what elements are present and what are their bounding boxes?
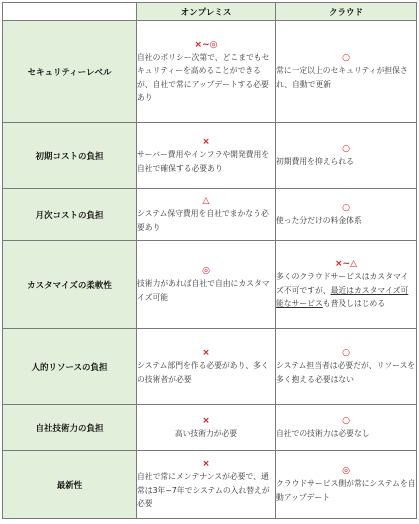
onpremise-cell: [137, 189, 276, 241]
table-row: [3, 451, 417, 519]
cloud-cell: [276, 123, 417, 189]
cell-text: 自社のポリシー次第で、どこまでもセキュリティーを高めることができるが、自社で常にアップデートする必要あり: [137, 52, 270, 102]
cloud-cell: [276, 451, 417, 519]
onpremise-cell: [137, 329, 276, 405]
cell-text: システム保守費用を自社でまかなう必要あり: [137, 209, 269, 232]
onpremise-cell: [137, 123, 276, 189]
cell-text: サーバー費用やインフラや開発費用を自社で確保する必要あり: [137, 150, 270, 173]
cell-text: クラウドサービス側が常にシステムを自動アップデート: [276, 479, 416, 502]
table-row: [3, 189, 417, 241]
row-label: カスタマイズの柔軟性: [3, 241, 137, 329]
rating-mark: ×~△: [334, 259, 357, 270]
row-label: 人的リソースの負担: [3, 329, 137, 405]
cell-text: [276, 270, 416, 311]
rating-mark: ×: [202, 459, 210, 470]
rating-mark: ◎: [342, 466, 350, 476]
comparison-table: [2, 2, 417, 519]
rating-mark: ○: [342, 143, 350, 154]
onpremise-cell: [137, 405, 276, 451]
rating-mark: ○: [342, 53, 350, 63]
corner-cell: [3, 3, 137, 21]
cell-text: 初期費用を抑えられる: [276, 156, 354, 166]
table-row: [3, 405, 417, 451]
column-header-onpremise: オンプレミス: [137, 3, 276, 21]
onpremise-cell: [137, 451, 276, 519]
rating-mark: △: [202, 196, 210, 206]
table-row: [3, 241, 417, 329]
row-label: 自社技術力の負担: [3, 405, 137, 451]
cloud-cell: [276, 21, 417, 123]
row-label: 月次コストの負担: [3, 189, 137, 241]
rating-mark: ○: [342, 202, 350, 213]
rating-mark: ×~◎: [194, 39, 218, 50]
cell-text: 自社での技術力は必要なし: [276, 428, 370, 438]
cloud-cell: [276, 241, 417, 329]
onpremise-cell: [137, 21, 276, 123]
cell-text: 常に一定以上のセキュリティが担保され、自動で更新: [276, 66, 408, 89]
rating-mark: ○: [342, 415, 350, 426]
column-header-cloud: クラウド: [276, 3, 417, 21]
rating-mark: ○: [342, 348, 350, 358]
cell-text-part: 多くのクラウドサービスはカスタマイズ不可ですが、: [276, 272, 409, 295]
cloud-cell: [276, 329, 417, 405]
cell-text: システム担当者は必要だが、リソースを多く抱える必要はない: [276, 361, 416, 384]
row-label: セキュリティーレベル: [3, 21, 137, 123]
header-row: [3, 3, 417, 21]
table-row: [3, 123, 417, 189]
row-label: 初期コストの負担: [3, 123, 137, 189]
rating-mark: ×: [202, 137, 210, 147]
cell-text-part: も普及しはじめる: [322, 299, 386, 309]
cell-text: 自社で常にメンテナンスが必要で、通常は3年~7年でシステムの入れ替えが必要: [137, 472, 270, 509]
cell-text: 使った分だけの料金体系: [276, 215, 362, 225]
cloud-cell: [276, 405, 417, 451]
cell-text: システム部門を作る必要があり、多くの技術者が必要: [137, 361, 269, 384]
cell-text: 技術力があれば自社で自由にカスタマイズ可能: [137, 279, 270, 302]
rating-mark: ×: [202, 415, 210, 426]
row-label: 最新性: [3, 451, 137, 519]
rating-mark: ×: [202, 348, 210, 358]
table-row: [3, 21, 417, 123]
table-row: [3, 329, 417, 405]
cloud-cell: [276, 189, 417, 241]
cell-text: 高い技術力が必要: [174, 428, 238, 438]
underlined-text: 最近はカスタマイズ可能なサービス: [276, 285, 409, 309]
rating-mark: ◎: [202, 266, 210, 276]
onpremise-cell: [137, 241, 276, 329]
